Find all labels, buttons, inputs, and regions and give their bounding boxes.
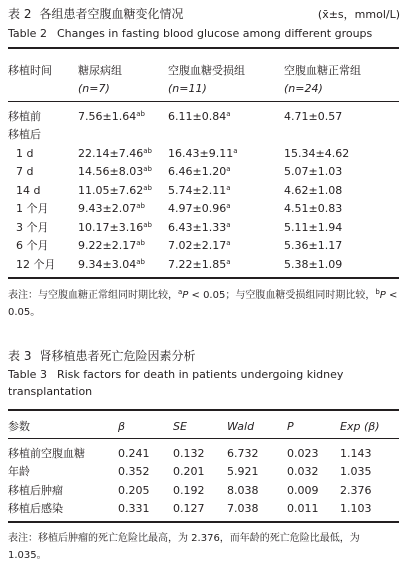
table2-cell-superscript: a bbox=[226, 184, 231, 192]
table2-cell bbox=[284, 147, 349, 161]
table3-note: 表注：移植后肿瘤的死亡危险比最高，为 2.376，而年龄的死亡危险比最低，为 1.035。 bbox=[8, 533, 360, 561]
table3-number-en: Table 3 bbox=[8, 368, 47, 381]
table2-cell-value: 5.07±1.03 bbox=[284, 165, 343, 178]
table2-note-part2: < 0.05；与空腹血糖受损组同时期比较， bbox=[188, 290, 376, 301]
table3-header-cell: Exp (β) bbox=[340, 420, 380, 433]
table2-note-sup-b: b bbox=[375, 288, 380, 296]
table3-row-label: 移植后肿瘤 bbox=[8, 484, 63, 497]
table2-cell-superscript: ab bbox=[143, 221, 152, 229]
table2-header-ifg-n: (n=11) bbox=[168, 82, 207, 95]
table2-cell bbox=[78, 239, 145, 253]
table3-title-cn bbox=[8, 347, 195, 364]
table2-cell-superscript: ab bbox=[143, 147, 152, 155]
table2-cell-superscript: ab bbox=[143, 165, 152, 173]
table3-top-rule bbox=[8, 409, 399, 411]
table3-header-cell: P bbox=[287, 420, 294, 433]
table2-cell-value: 11.05±7.62 bbox=[78, 184, 144, 197]
table3-header-cell: SE bbox=[173, 420, 187, 433]
table3-cell: 1.103 bbox=[340, 502, 372, 515]
table2-note-p1: P bbox=[182, 290, 189, 301]
table3-cell: 0.132 bbox=[173, 447, 205, 460]
table2-cell bbox=[284, 110, 342, 124]
table2-header-time: 移植时间 bbox=[8, 64, 52, 77]
table2-cell-value: 16.43±9.11 bbox=[168, 147, 234, 160]
table3-caption-cn: 肾移植患者死亡危险因素分析 bbox=[39, 349, 196, 363]
table2-caption-en: Changes in fasting blood glucose among different groups bbox=[56, 27, 373, 40]
table3-cell: 0.331 bbox=[118, 502, 150, 515]
table2-row-label: 12 个月 bbox=[16, 258, 56, 271]
table2-title-en bbox=[8, 25, 372, 42]
table2-row-label: 6 个月 bbox=[16, 239, 49, 252]
table3-cell: 0.011 bbox=[287, 502, 319, 515]
table2-cell-value: 9.34±3.04 bbox=[78, 258, 137, 271]
table2-cell bbox=[78, 221, 152, 235]
table3-cell: 2.376 bbox=[340, 484, 372, 497]
table2-note-part3: < 0.05。 bbox=[8, 290, 398, 318]
table2-header-diabetes-n: (n=7) bbox=[78, 82, 110, 95]
table3-cell: 5.921 bbox=[227, 465, 259, 478]
table2-cell bbox=[168, 221, 231, 235]
table3-title-en bbox=[8, 366, 396, 400]
table2-row-label: 7 d bbox=[16, 165, 34, 178]
table3-header-rule bbox=[8, 438, 399, 439]
table2-cell-value: 5.74±2.11 bbox=[168, 184, 227, 197]
table3-cell: 7.038 bbox=[227, 502, 259, 515]
table3-caption-en: Risk factors for death in patients undergoing kidney transplantation bbox=[8, 368, 344, 398]
table3-row-label: 移植前空腹血糖 bbox=[8, 447, 85, 460]
table2-cell-value: 7.56±1.64 bbox=[78, 110, 137, 123]
table3-cell: 0.127 bbox=[173, 502, 205, 515]
table3-cell: 0.032 bbox=[287, 465, 319, 478]
table3-cell: 1.143 bbox=[340, 447, 372, 460]
table2-cell bbox=[168, 184, 231, 198]
table2-cell-superscript: a bbox=[226, 202, 231, 210]
table2-cell-value: 7.02±2.17 bbox=[168, 239, 227, 252]
table2-header-diabetes: 糖尿病组 bbox=[78, 64, 122, 77]
table3-cell: 0.205 bbox=[118, 484, 150, 497]
table3-cell: 0.023 bbox=[287, 447, 319, 460]
table2-cell-superscript: a bbox=[233, 147, 238, 155]
table2-cell bbox=[168, 110, 231, 124]
table2-row-label: 14 d bbox=[16, 184, 41, 197]
table2-cell-value: 7.22±1.85 bbox=[168, 258, 227, 271]
table2-title-cn bbox=[8, 5, 183, 22]
table2-cell bbox=[78, 165, 152, 179]
table2-cell-value: 5.38±1.09 bbox=[284, 258, 343, 271]
table3-header-cell: β bbox=[118, 420, 126, 433]
table2-cell bbox=[284, 258, 342, 272]
table2-cell bbox=[284, 221, 342, 235]
table3-cell: 0.241 bbox=[118, 447, 150, 460]
table3-cell: 0.352 bbox=[118, 465, 150, 478]
table3-cell: 0.009 bbox=[287, 484, 319, 497]
table2-cell bbox=[284, 202, 342, 216]
table2-row-label: 3 个月 bbox=[16, 221, 49, 234]
table2-cell-superscript: a bbox=[226, 221, 231, 229]
table3-row-label: 移植后感染 bbox=[8, 502, 63, 515]
table3-cell: 8.038 bbox=[227, 484, 259, 497]
table2-cell bbox=[168, 165, 231, 179]
table2-number-cn: 表 2 bbox=[8, 7, 32, 21]
table2-cell-value: 5.11±1.94 bbox=[284, 221, 343, 234]
table2-cell-value: 6.11±0.84 bbox=[168, 110, 227, 123]
table2-caption-cn: 各组患者空腹血糖变化情况 bbox=[39, 7, 184, 21]
table2-cell bbox=[78, 110, 145, 124]
table2-cell-superscript: a bbox=[226, 258, 231, 266]
table2-row-label: 移植后 bbox=[8, 128, 41, 141]
table2-header-ifg: 空腹血糖受损组 bbox=[168, 64, 245, 77]
table2-note-part1: 表注：与空腹血糖正常组同时期比较， bbox=[8, 290, 178, 301]
table2-cell-value: 22.14±7.46 bbox=[78, 147, 144, 160]
table2-header-rule bbox=[8, 101, 399, 102]
table2-cell-superscript: a bbox=[226, 110, 231, 118]
table2-cell-value: 4.97±0.96 bbox=[168, 202, 227, 215]
table2-row-label: 1 d bbox=[16, 147, 34, 160]
table2-cell bbox=[78, 184, 152, 198]
table3-header-cell: Wald bbox=[227, 420, 255, 433]
table2-cell-superscript: ab bbox=[136, 110, 145, 118]
table2-cell-value: 6.43±1.33 bbox=[168, 221, 227, 234]
table2-note bbox=[8, 287, 398, 321]
table2-number-en: Table 2 bbox=[8, 27, 47, 40]
table2-header-normal: 空腹血糖正常组 bbox=[284, 64, 361, 77]
table2-cell bbox=[168, 258, 231, 272]
table3-cell: 0.201 bbox=[173, 465, 205, 478]
table2-cell-superscript: a bbox=[226, 239, 231, 247]
table2-cell bbox=[284, 184, 342, 198]
table2-cell-value: 14.56±8.03 bbox=[78, 165, 144, 178]
table2-cell-superscript: a bbox=[226, 165, 231, 173]
table2-bottom-rule bbox=[8, 277, 399, 279]
table2-unit-note: (x̄±s，mmol/L) bbox=[317, 8, 400, 21]
table2-cell-value: 6.46±1.20 bbox=[168, 165, 227, 178]
table2-cell-superscript: ab bbox=[136, 258, 145, 266]
table2-cell-superscript: ab bbox=[136, 202, 145, 210]
table2-cell-superscript: ab bbox=[143, 184, 152, 192]
table2-cell bbox=[168, 202, 231, 216]
table2-cell-value: 10.17±3.16 bbox=[78, 221, 144, 234]
table3-row-label: 年龄 bbox=[8, 465, 30, 478]
table2-cell-value: 5.36±1.17 bbox=[284, 239, 343, 252]
table2-cell-value: 9.22±2.17 bbox=[78, 239, 137, 252]
table2-cell-value: 4.51±0.83 bbox=[284, 202, 343, 215]
table2-cell-value: 9.43±2.07 bbox=[78, 202, 137, 215]
table2-cell-superscript: ab bbox=[136, 239, 145, 247]
table2-note-sup-a: a bbox=[178, 288, 183, 296]
table2-cell bbox=[168, 147, 238, 161]
table2-header-normal-n: (n=24) bbox=[284, 82, 323, 95]
table2-cell bbox=[78, 202, 145, 216]
table3-number-cn: 表 3 bbox=[8, 349, 32, 363]
table2-cell-value: 4.62±1.08 bbox=[284, 184, 343, 197]
table2-cell-value: 15.34±4.62 bbox=[284, 147, 350, 160]
table2-cell bbox=[78, 147, 152, 161]
table2-note-p2: P bbox=[379, 290, 386, 301]
table2-row-label: 1 个月 bbox=[16, 202, 49, 215]
table2-top-rule bbox=[8, 47, 399, 49]
table3-bottom-rule bbox=[8, 521, 399, 523]
table2-cell-value: 4.71±0.57 bbox=[284, 110, 343, 123]
table3-header-cell: 参数 bbox=[8, 420, 30, 433]
table2-cell bbox=[284, 239, 342, 253]
table3-cell: 1.035 bbox=[340, 465, 372, 478]
table2-row-label: 移植前 bbox=[8, 110, 41, 123]
table3-cell: 6.732 bbox=[227, 447, 259, 460]
table2-cell bbox=[284, 165, 342, 179]
table3-cell: 0.192 bbox=[173, 484, 205, 497]
table2-cell bbox=[78, 258, 145, 272]
table2-cell bbox=[168, 239, 231, 253]
